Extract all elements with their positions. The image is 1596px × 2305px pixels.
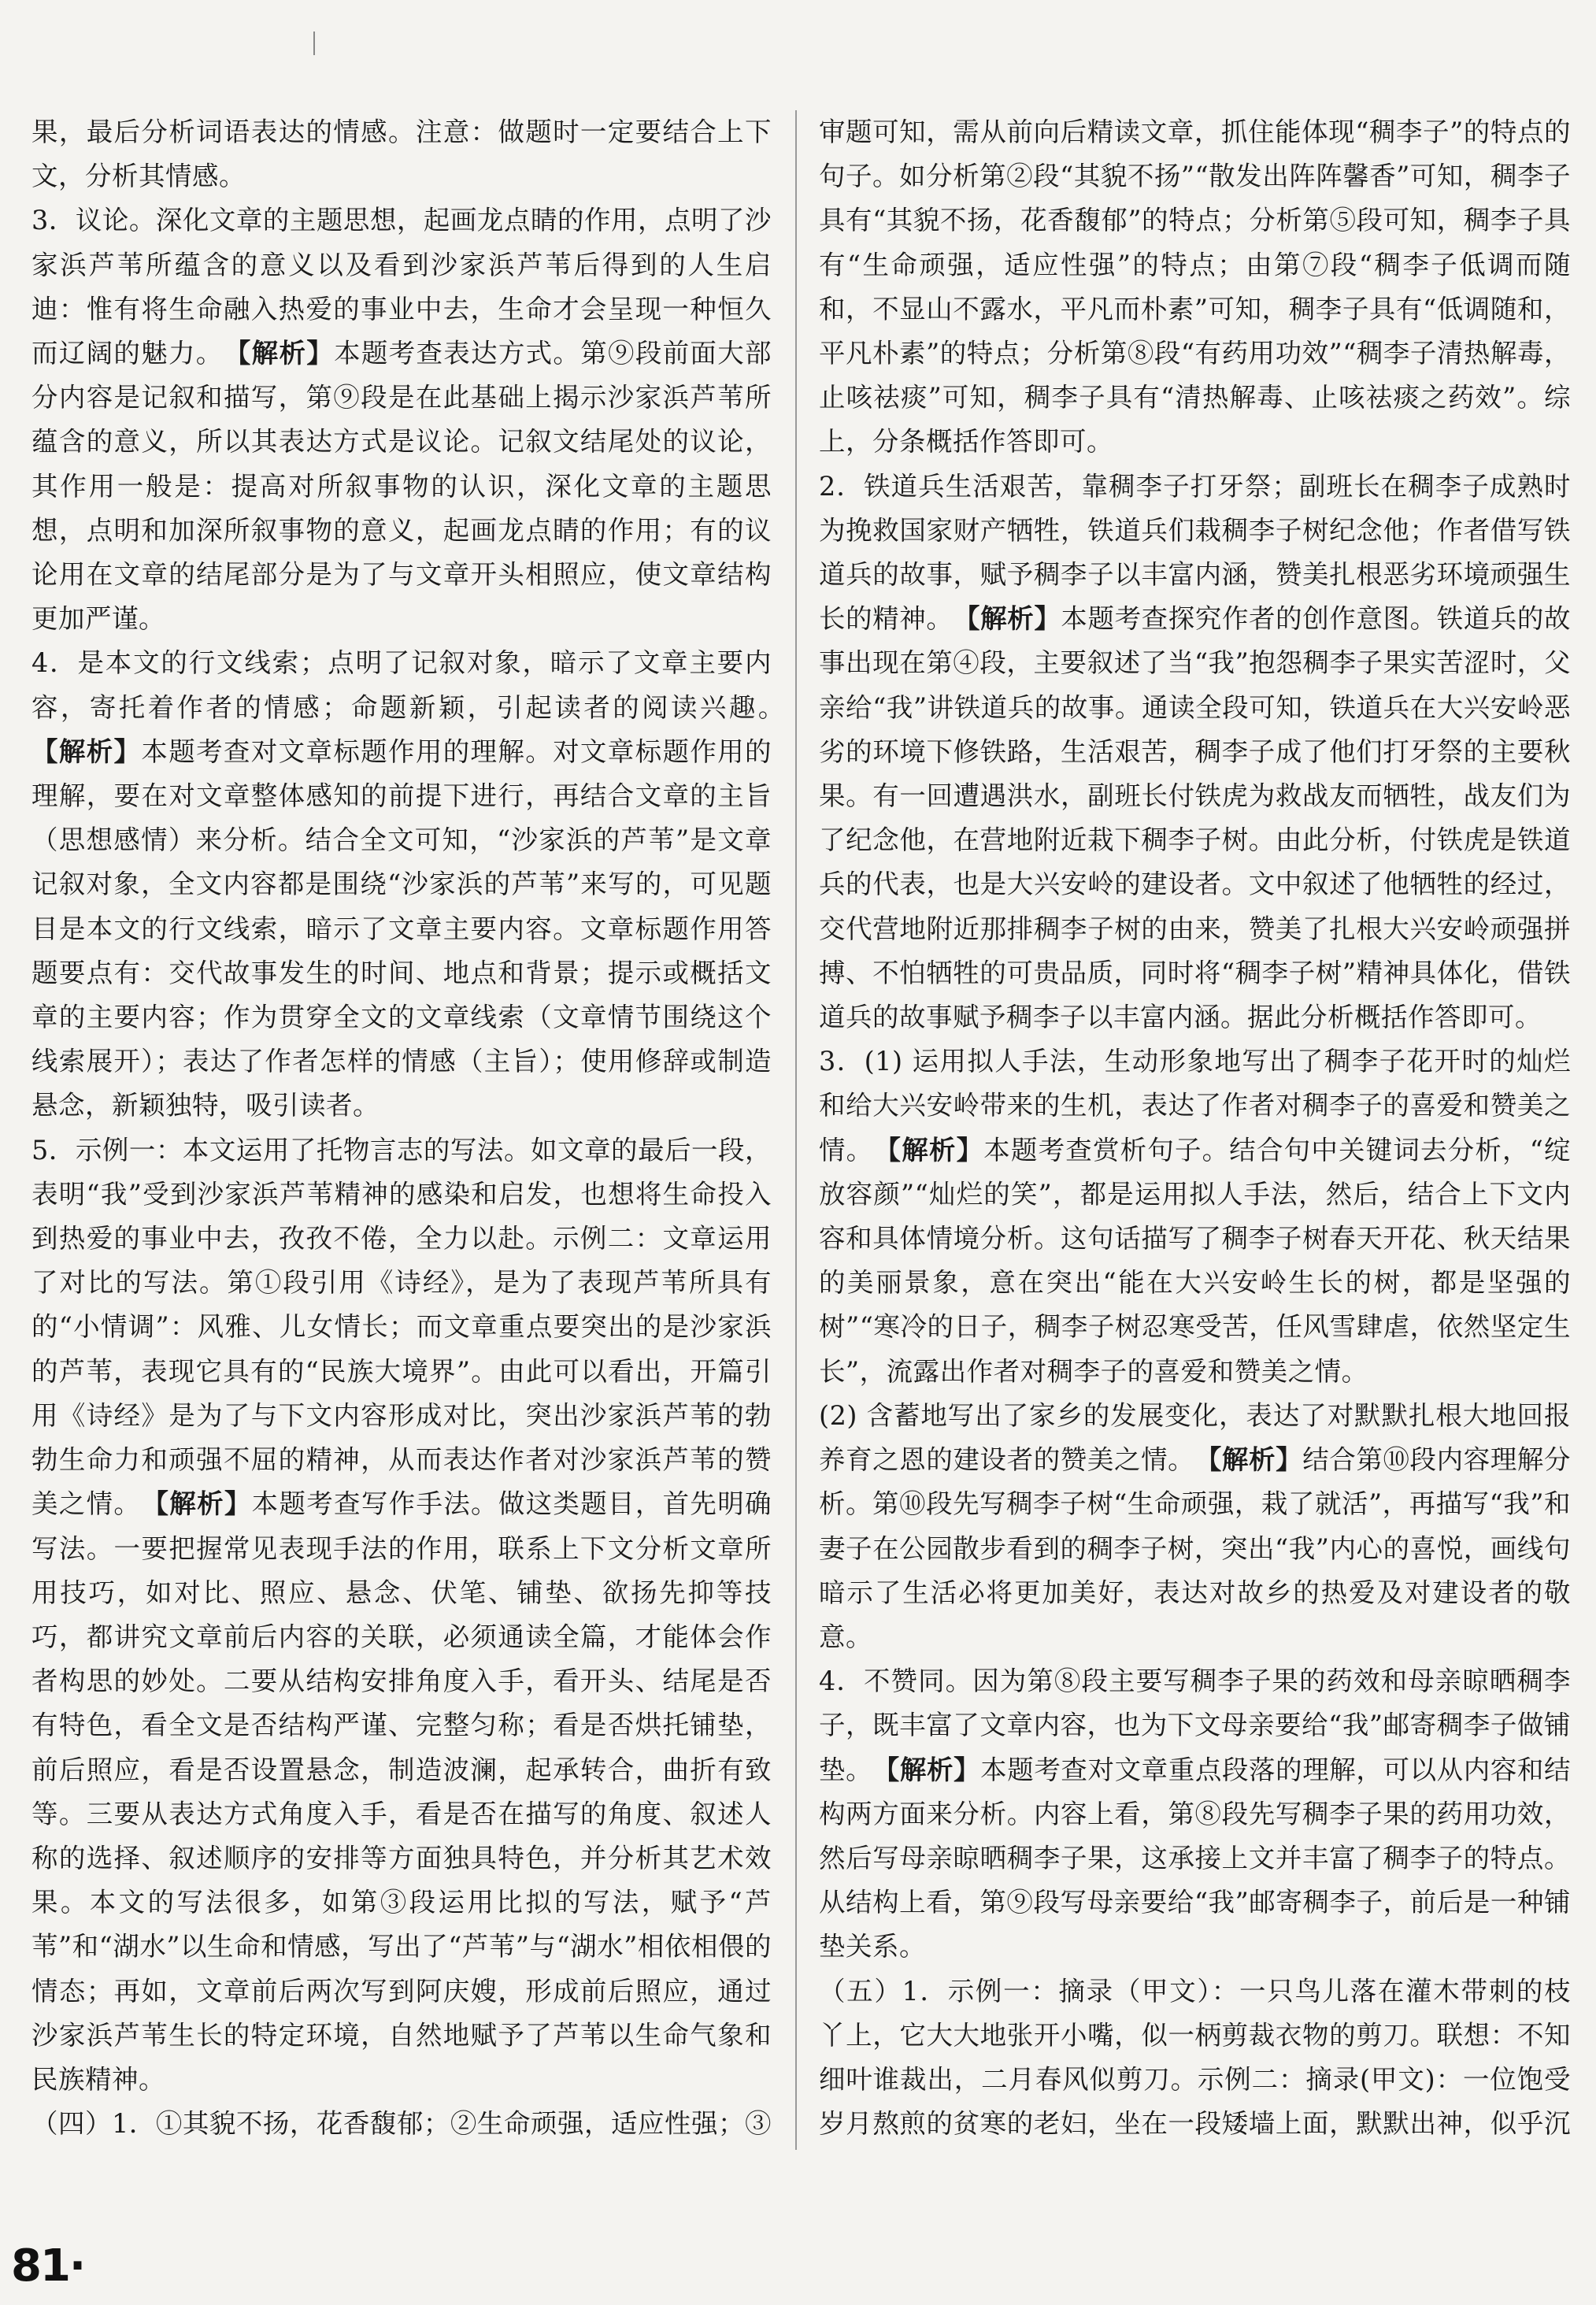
answer-paragraph	[819, 1394, 1571, 1659]
answer-text: 3．(1) 运用拟人手法，生动形象地写出了稠李子花开时的灿烂和给大兴安岭带来的生机，表达了作者对稠李子的喜爱和赞美之情。	[819, 1046, 1571, 1165]
analysis-tag: 【解析】	[966, 603, 1061, 635]
answer-text: （四）1．①其貌不扬，花香馥郁；②生命顽强，适应性强；③	[31, 2108, 772, 2140]
answer-paragraph	[819, 465, 1571, 1040]
right-column	[819, 110, 1571, 2142]
answer-text: 5．示例一：本文运用了托物言志的写法。如文章的最后一段，表明“我”受到沙家浜芦苇精神的感染和启发，也想将生命投入到热爱的事业中去，孜孜不倦，全力以赴。示例二：文章运用了对比的写法。第①段引用《诗经》，是为了表现芦苇所具有的“小情调”：风雅、儿女情长；而文章重点要突出的是沙家浜的芦苇，表现它具有的“民族大境界”。由此可以看出，开篇引用《诗经》是为了与下文内容形成对比，突出沙家浜芦苇的勃勃生命力和顽强不屈的精神，从而表达作者对沙家浜芦苇的赞美之情。	[31, 1134, 772, 1520]
answer-text: 2．铁道兵生活艰苦，靠稠李子打牙祭；副班长在稠李子成熟时为挽救国家财产牺牲，铁道兵们栽稠李子树纪念他；作者借写铁道兵的故事，赋予稠李子以丰富内涵，赞美扎根恶劣环境顽强生长的精神。	[819, 470, 1571, 635]
scan-mark	[313, 31, 315, 55]
answer-text: 审题可知，需从前向后精读文章，抓住能体现“稠李子”的特点的句子。如分析第②段“其貌不扬”“散发出阵阵馨香”可知，稠李子具有“其貌不扬，花香馥郁”的特点；分析第⑤段可知，稠李子具有“生命顽强，适应性强”的特点；由第⑦段“稠李子低调而随和，不显山不露水，平凡而朴素”可知，稠李子具有“低调随和，平凡朴素”的特点；分析第⑧段“有药用功效”“稠李子清热解毒，止咳祛痰”可知，稠李子具有“清热解毒、止咳祛痰之药效”。综上，分条概括作答即可。	[819, 117, 1571, 458]
answer-text: 4．是本文的行文线索；点明了记叙对象，暗示了文章主要内容，寄托着作者的情感；命题新颖，引起读者的阅读兴趣。	[31, 647, 772, 723]
page-number: 81·	[11, 2240, 85, 2292]
answer-paragraph	[31, 1128, 772, 2102]
answer-paragraph	[819, 1659, 1571, 1969]
analysis-text: 本题考查赏析句子。结合句中关键词去分析，“绽放容颜”“灿烂的笑”，都是运用拟人手法，然后，结合上下文内容和具体情境分析。这句话描写了稠李子树春天开花、秋天结果的美丽景象，意在突出“能在大兴安岭生长的树，都是坚强的树”“寒冷的日子，稠李子树忍寒受苦，任风雪肆虐，依然坚定生长”，流露出作者对稠李子的喜爱和赞美之情。	[819, 1134, 1571, 1387]
answer-text: 3．议论。深化文章的主题思想，起画龙点睛的作用，点明了沙家浜芦苇所蕴含的意义以及看到沙家浜芦苇后得到的人生启迪：惟有将生命融入热爱的事业中去，生命才会呈现一种恒久而辽阔的魅力。	[31, 205, 772, 369]
answer-paragraph	[819, 1039, 1571, 1394]
answer-paragraph	[819, 1970, 1571, 2142]
answer-paragraph	[819, 110, 1571, 465]
answer-text: 果，最后分析词语表达的情感。注意：做题时一定要结合上下文，分析其情感。	[31, 117, 772, 192]
analysis-text: 本题考查表达方式。第⑨段前面大部分内容是记叙和描写，第⑨段是在此基础上揭示沙家浜芦苇所蕴含的意义，所以其表达方式是议论。记叙文结尾处的议论，其作用一般是：提高对所叙事物的认识，深化文章的主题思想，点明和加深所叙事物的意义，起画龙点睛的作用；有的议论用在文章的结尾部分是为了与文章开头相照应，使文章结构更加严谨。	[31, 338, 772, 635]
answer-paragraph	[31, 198, 772, 641]
analysis-tag: 【解析】	[886, 1754, 981, 1785]
analysis-text: 本题考查探究作者的创作意图。铁道兵的故事出现在第④段，主要叙述了当“我”抱怨稠李子果实苦涩时，父亲给“我”讲铁道兵的故事。通读全段可知，铁道兵在大兴安岭恶劣的环境下修铁路，生活艰苦，稠李子成了他们打牙祭的主要秋果。有一回遭遇洪水，副班长付铁虎为救战友而牺牲，战友们为了纪念他，在营地附近栽下稠李子树。由此分析，付铁虎是铁道兵的代表，也是大兴安岭的建设者。文中叙述了他牺牲的经过，交代营地附近那排稠李子树的由来，赞美了扎根大兴安岭顽强拼搏、不怕牺牲的可贵品质，同时将“稠李子树”精神具体化，借铁道兵的故事赋予稠李子以丰富内涵。据此分析概括作答即可。	[819, 603, 1571, 1033]
analysis-text: 本题考查对文章重点段落的理解，可以从内容和结构两方面来分析。内容上看，第⑧段先写稠李子果的药用功效，然后写母亲晾晒稠李子果，这承接上文并丰富了稠李子的特点。从结构上看，第⑨段写母亲要给“我”邮寄稠李子，前后是一种铺垫关系。	[819, 1754, 1571, 1962]
analysis-text: 本题考查写作手法。做这类题目，首先明确写法。一要把握常见表现手法的作用，联系上下文分析文章所用技巧，如对比、照应、悬念、伏笔、铺垫、欲扬先抑等技巧，都讲究文章前后内容的关联，必须通读全篇，才能体会作者构思的妙处。二要从结构安排角度入手，看开头、结尾是否有特色，看全文是否结构严谨、完整匀称；看是否烘托铺垫，前后照应，看是否设置悬念，制造波澜，起承转合，曲折有致等。三要从表达方式角度入手，看是否在描写的角度、叙述人称的选择、叙述顺序的安排等方面独具特色，并分析其艺术效果。本文的写法很多，如第③段运用比拟的写法，赋予“芦苇”和“湖水”以生命和情感，写出了“芦苇”与“湖水”相依相偎的情态；再如，文章前后两次写到阿庆嫂，形成前后照应，通过沙家浜芦苇生长的特定环境，自然地赋予了芦苇以生命气象和民族精神。	[31, 1488, 772, 2095]
analysis-tag: 【解析】	[1208, 1444, 1303, 1476]
analysis-tag: 【解析】	[155, 1488, 252, 1520]
answer-text: 4．不赞同。因为第⑧段主要写稠李子果的药效和母亲晾晒稠李子，既丰富了文章内容，也为下文母亲要给“我”邮寄稠李子做铺垫。	[819, 1666, 1571, 1785]
analysis-text: 结合第⑩段内容理解分析。第⑩段先写稠李子树“生命顽强，栽了就活”，再描写“我”和妻子在公园散步看到的稠李子树，突出“我”内心的喜悦，画线句暗示了生活必将更加美好，表达对故乡的热爱及对建设者的敬意。	[819, 1444, 1571, 1652]
left-column	[31, 110, 772, 2142]
analysis-tag: 【解析】	[31, 736, 142, 767]
answer-paragraph	[31, 110, 772, 198]
answer-paragraph	[31, 2102, 772, 2142]
answer-text: （五）1．示例一：摘录（甲文）：一只鸟儿落在灌木带刺的枝丫上，它大大地张开小嘴，似一柄剪裁衣物的剪刀。联想：不知细叶谁裁出，二月春风似剪刀。示例二：摘录(甲文)：一位饱受岁月熬煎的贫寒的老妇，坐在一段矮墙上面，默默出神，似乎沉	[819, 1975, 1571, 2140]
analysis-tag: 【解析】	[887, 1134, 984, 1165]
answer-paragraph	[31, 641, 772, 1128]
analysis-text: 本题考查对文章标题作用的理解。对文章标题作用的理解，要在对文章整体感知的前提下进行，再结合文章的主旨（思想感情）来分析。结合全文可知，“沙家浜的芦苇”是文章记叙对象，全文内容都是围绕“沙家浜的芦苇”来写的，可见题目是本文的行文线索，暗示了文章主要内容。文章标题作用答题要点有：交代故事发生的时间、地点和背景；提示或概括文章的主要内容；作为贯穿全文的文章线索（文章情节围绕这个线索展开）；表达了作者怎样的情感（主旨）；使用修辞或制造悬念，新颖独特，吸引读者。	[31, 736, 772, 1121]
column-divider	[795, 110, 797, 2150]
analysis-tag: 【解析】	[237, 338, 335, 369]
answer-text: (2) 含蓄地写出了家乡的发展变化，表达了对默默扎根大地回报养育之恩的建设者的赞美之情。	[819, 1399, 1571, 1476]
